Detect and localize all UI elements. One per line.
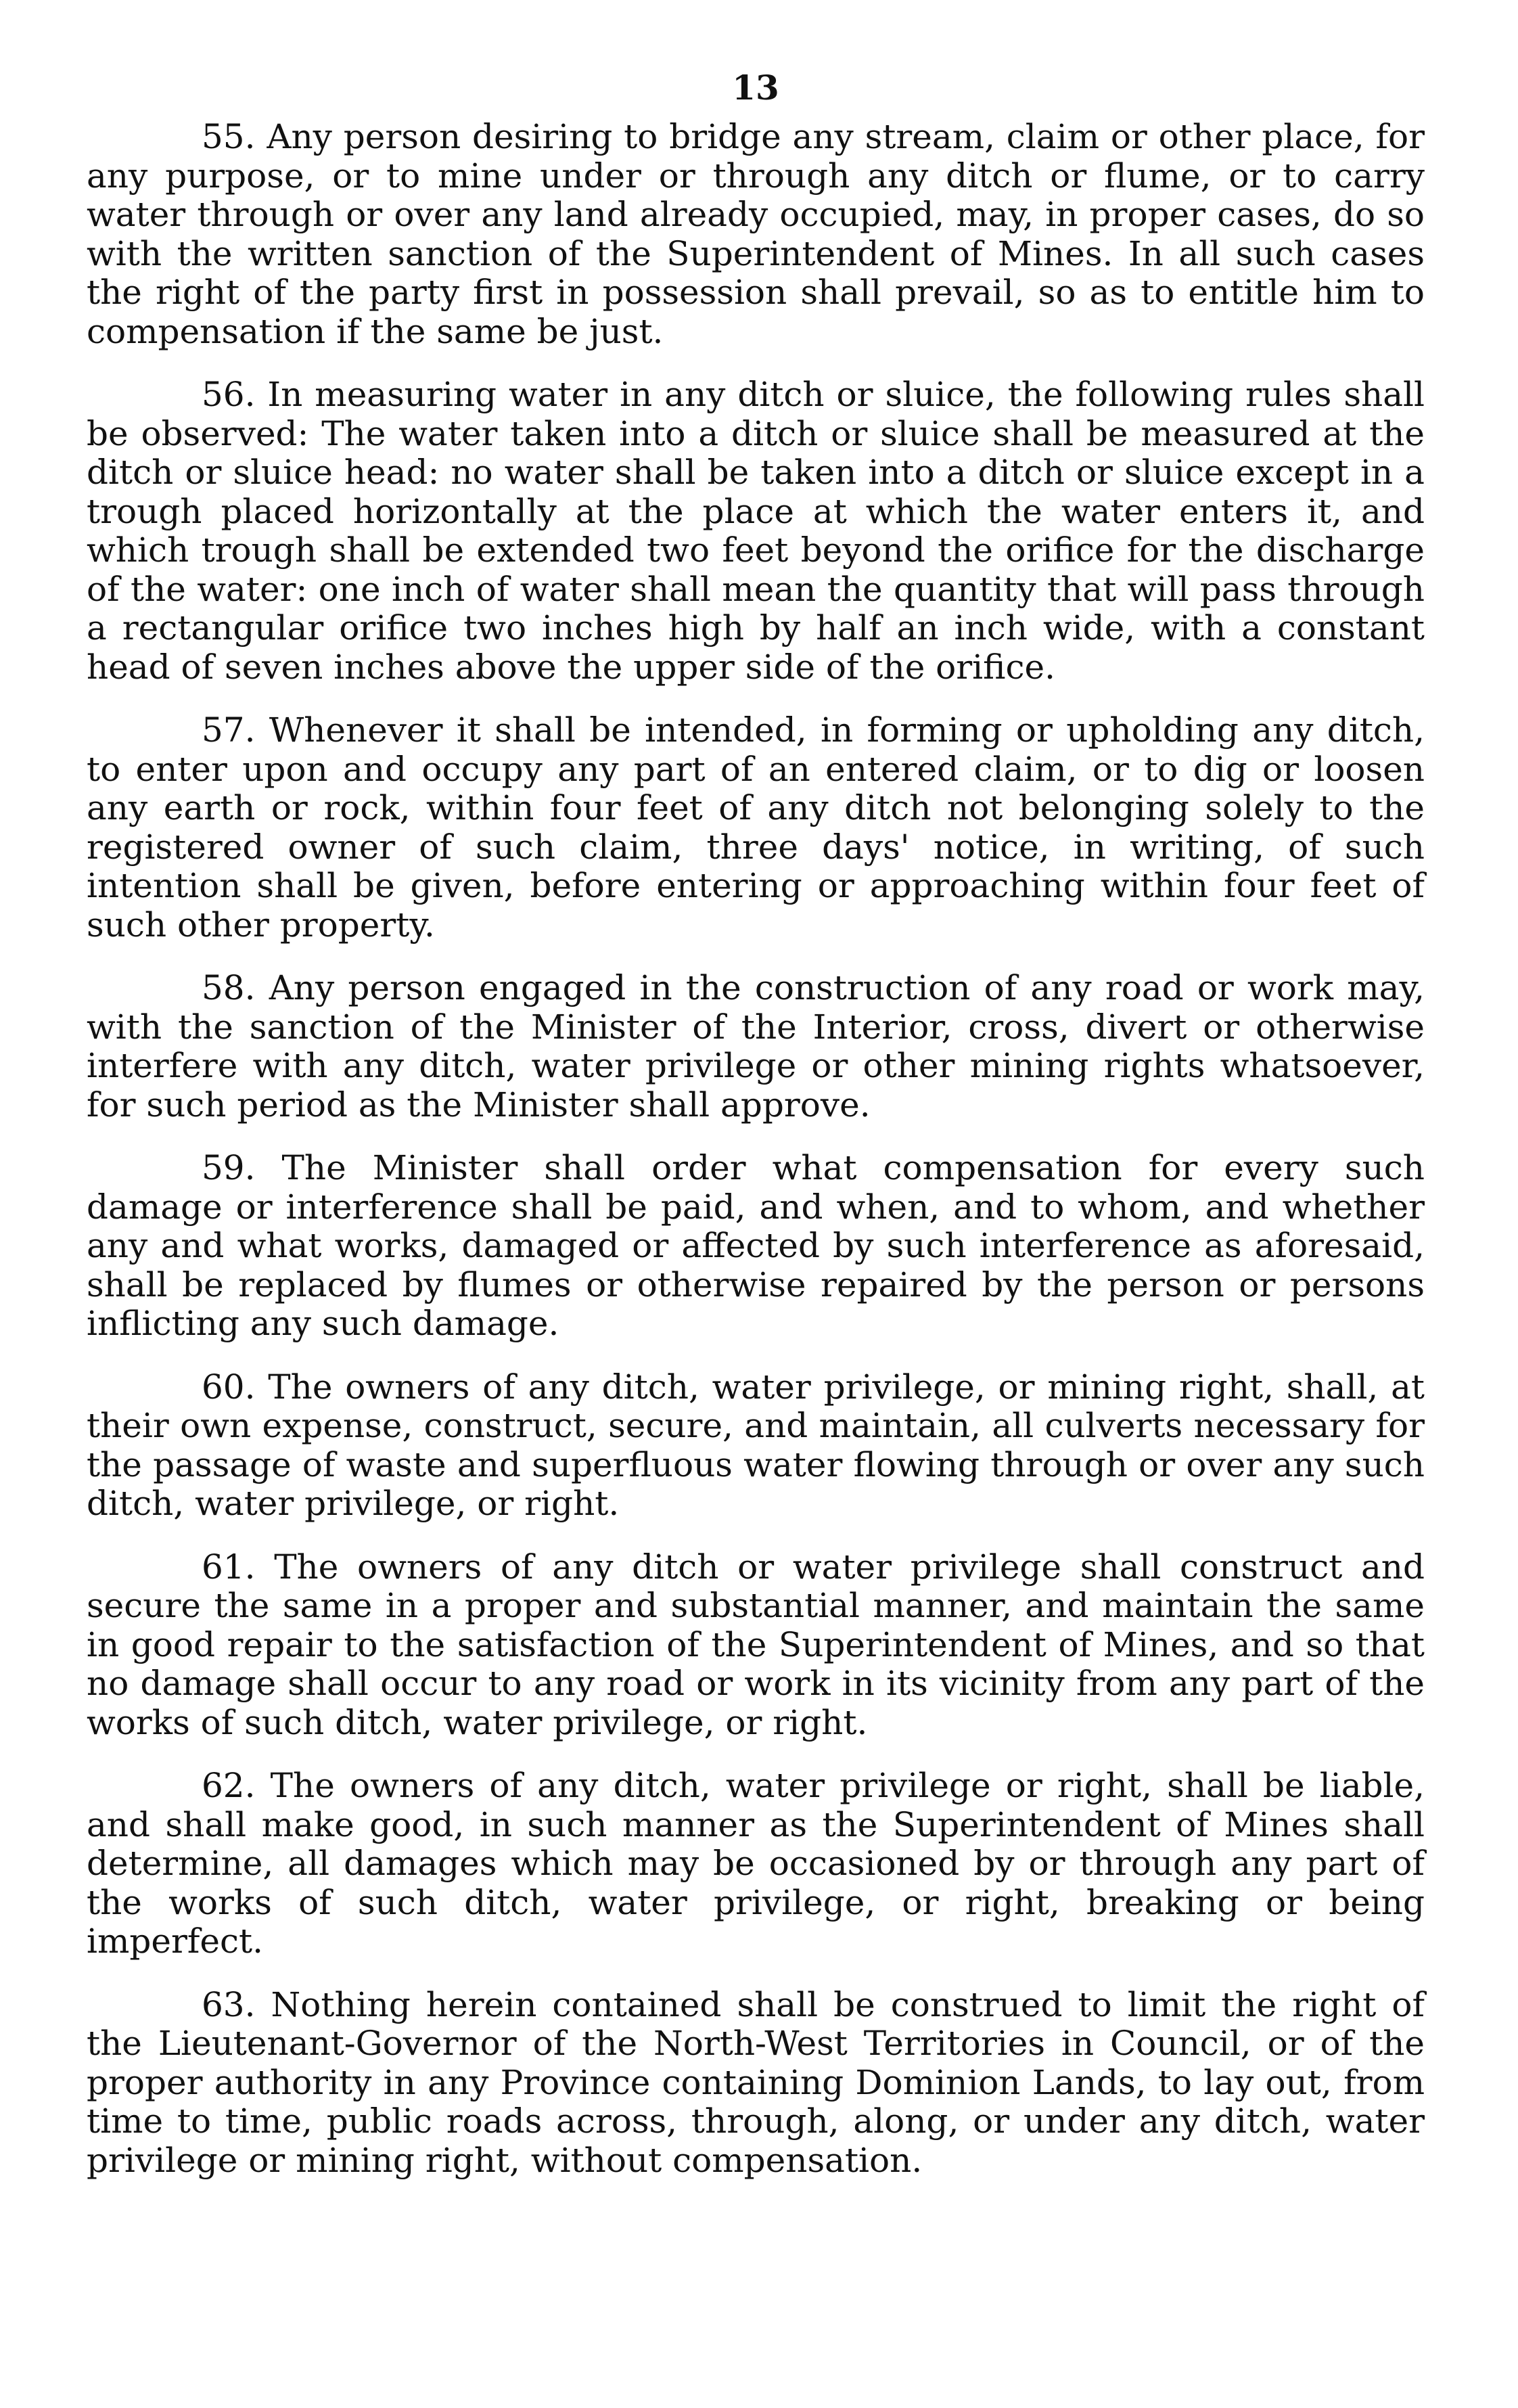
section-56: 56. In measuring water in any ditch or sluice, the following rules shall be observed: The water taken into a ditch or sluice shall be measured at the ditch or sluice head: no water shall be taken into a ditch or sluice except in a trough placed horizontally at the place at which the water enters it, and which trough shall be extended two feet beyond the orifice for the discharge of the water: one inch of water shall mean the quantity that will pass through a rectangular orifice two inches high by half an inch wide, with a constant head of seven inches above the upper side of the orifice. [87,375,1425,687]
section-58: 58. Any person engaged in the construction of any road or work may, with the sanction of the Minister of the Interior, cross, divert or otherwise interfere with any ditch, water privilege or other mining rights whatsoever, for such period as the Minister shall approve. [87,968,1425,1125]
section-60: 60. The owners of any ditch, water privilege, or mining right, shall, at their own expense, construct, secure, and maintain, all culverts necessary for the passage of waste and superfluous water flowing through or over any such ditch, water privilege, or right. [87,1367,1425,1523]
section-59: 59. The Minister shall order what compensation for every such damage or interference shall be paid, and when, and to whom, and whether any and what works, damaged or affected by such interference as aforesaid, shall be replaced by flumes or otherwise repaired by the person or persons inflicting any such damage. [87,1148,1425,1343]
document-page [87,68,1425,2204]
section-63: 63. Nothing herein contained shall be construed to limit the right of the Lieutenant-Governor of the North-West Territories in Council, or of the proper authority in any Province containing Dominion Lands, to lay out, from time to time, public roads across, through, along, or under any ditch, water privilege or mining right, without compensation. [87,1984,1425,2180]
section-55: 55. Any person desiring to bridge any stream, claim or other place, for any purpose, or to mine under or through any ditch or flume, or to carry water through or over any land already occupied, may, in proper cases, do so with the written sanction of the Superintendent of Mines. In all such cases the right of the party first in possession shall prevail, so as to entitle him to compensation if the same be just. [87,117,1425,351]
section-61: 61. The owners of any ditch or water privilege shall construct and secure the same in a proper and substantial manner, and maintain the same in good repair to the satisfaction of the Superintendent of Mines, and so that no damage shall occur to any road or work in its vicinity from any part of the works of such ditch, water privilege, or right. [87,1547,1425,1742]
section-62: 62. The owners of any ditch, water privilege or right, shall be liable, and shall make good, in such manner as the Superintendent of Mines shall determine, all damages which may be occasioned by or through any part of the works of such ditch, water privilege, or right, breaking or being imperfect. [87,1766,1425,1961]
section-57: 57. Whenever it shall be intended, in forming or upholding any ditch, to enter upon and occupy any part of an entered claim, or to dig or loosen any earth or rock, within four feet of any ditch not belonging solely to the registered owner of such claim, three days' notice, in writing, of such intention shall be given, before entering or approaching within four feet of such other property. [87,710,1425,945]
page-number: 13 [732,68,779,108]
